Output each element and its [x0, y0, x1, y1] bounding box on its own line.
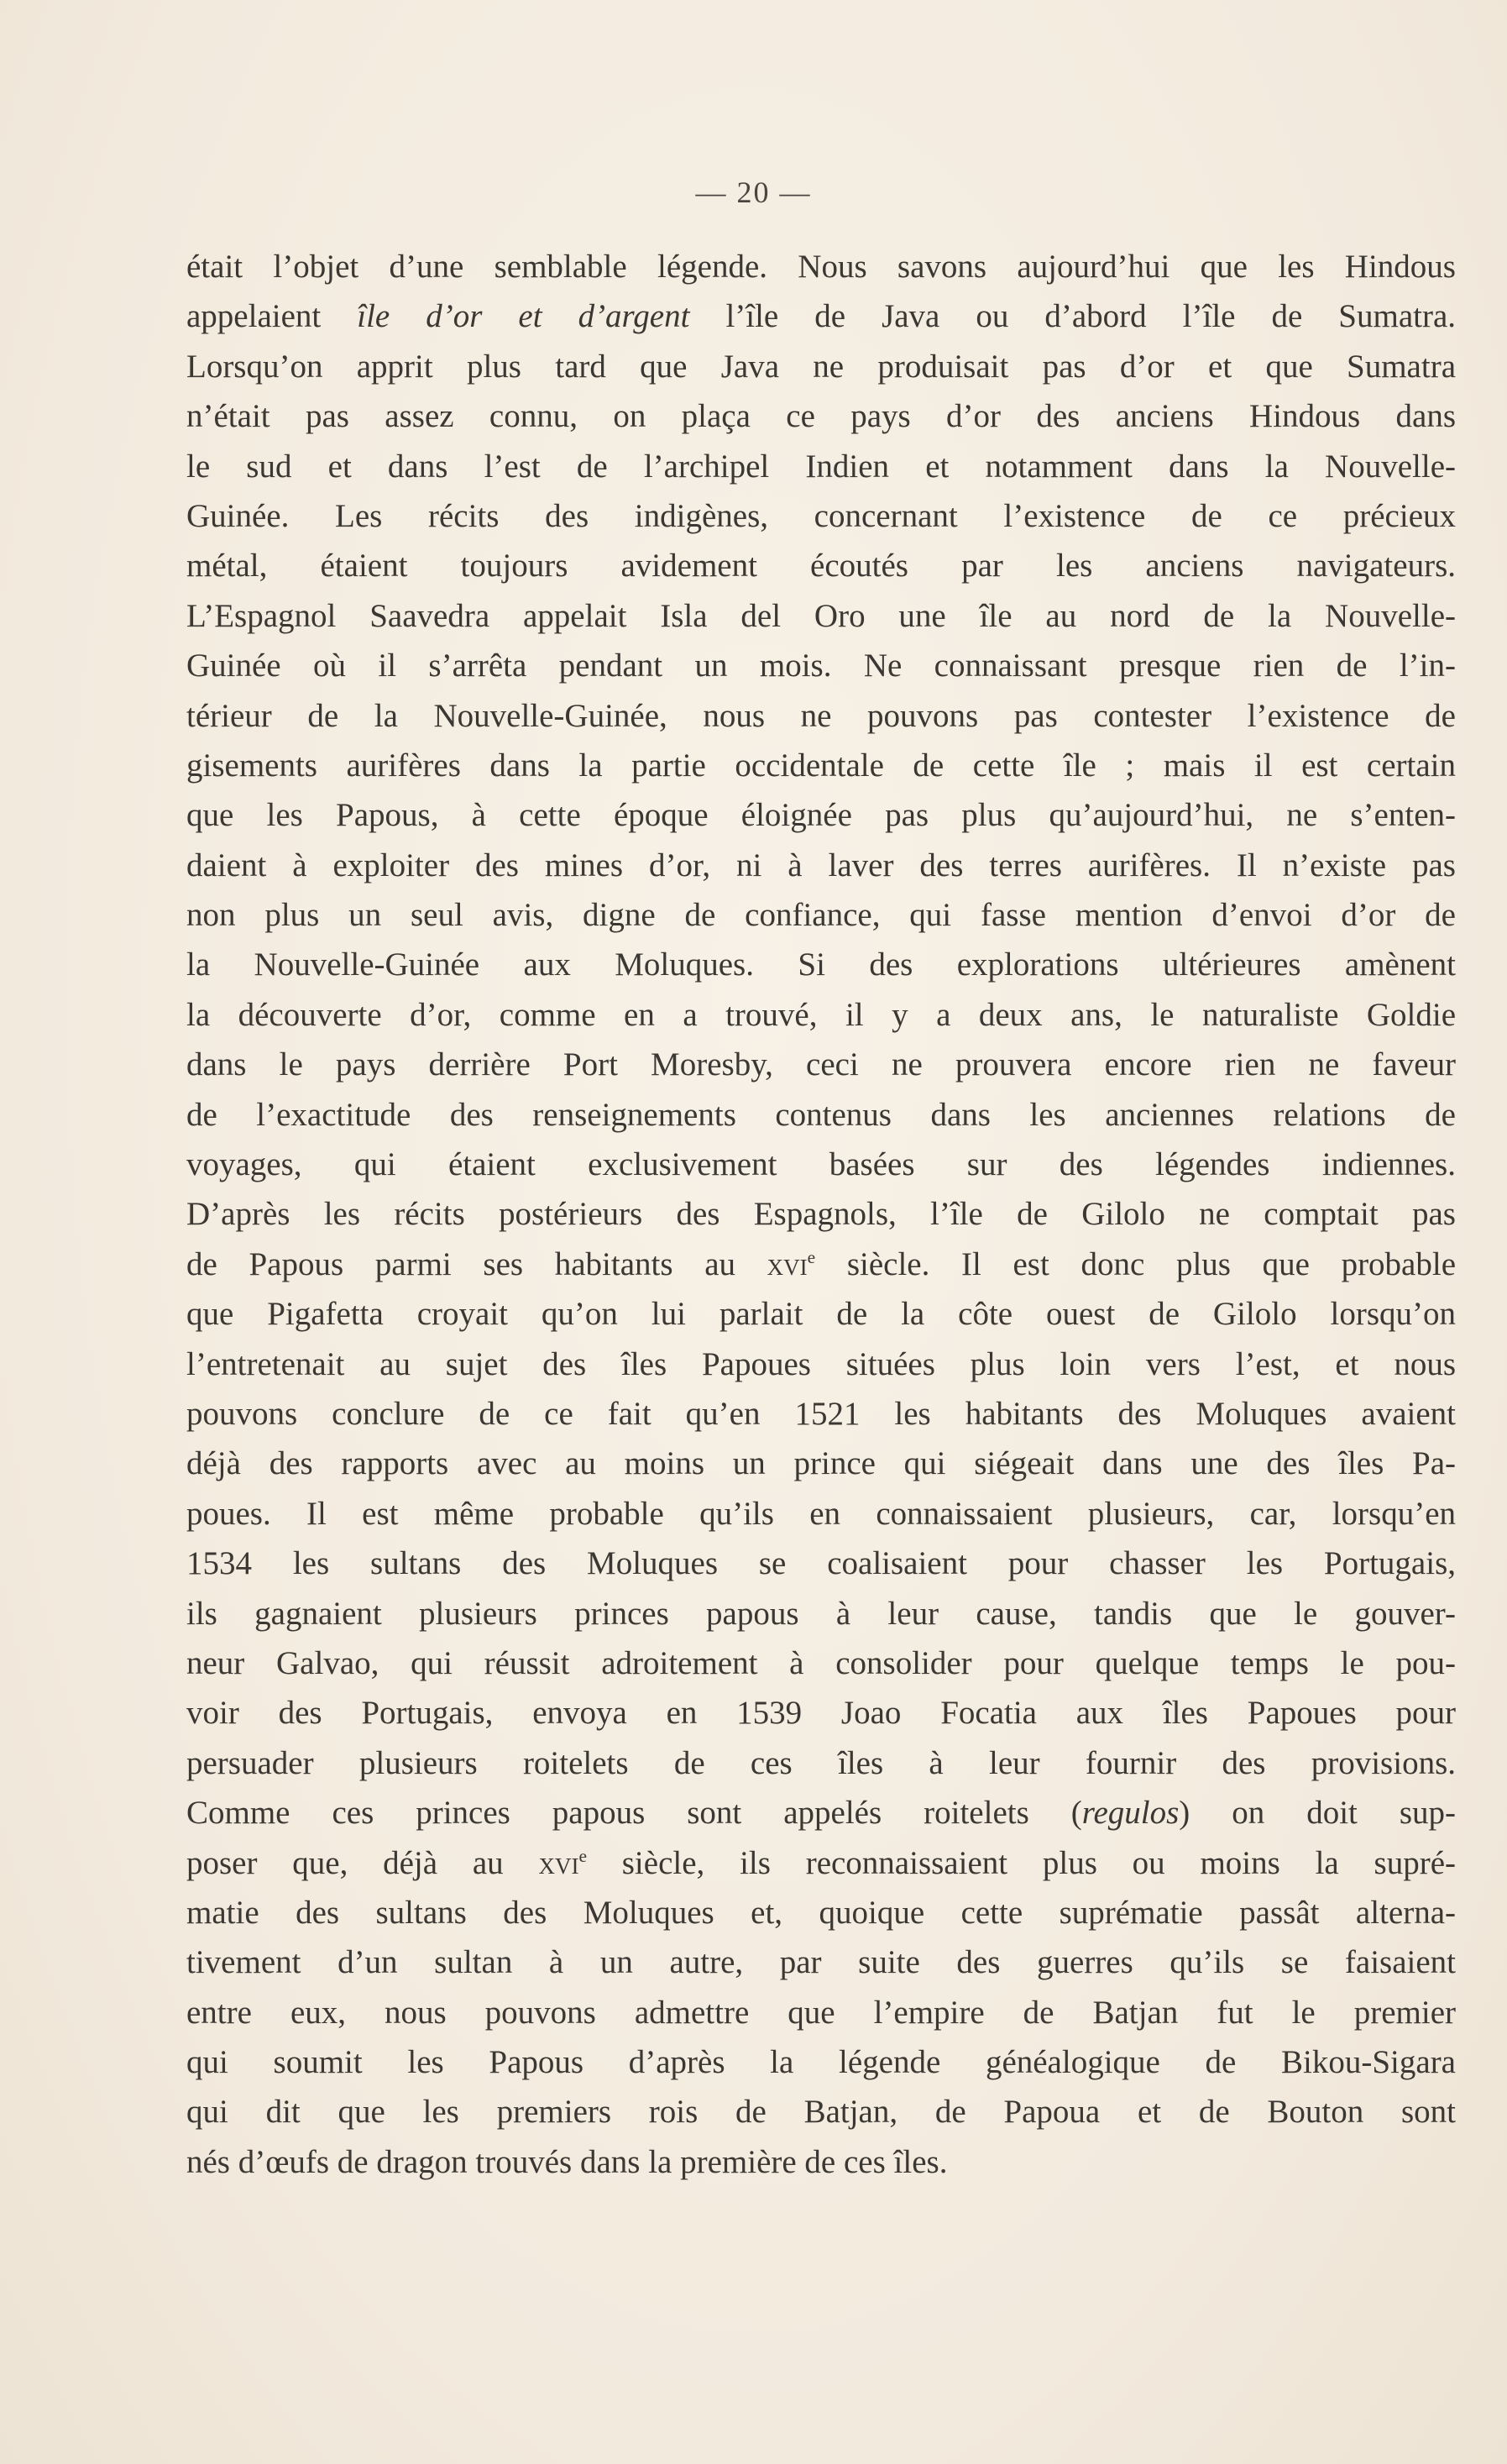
text-segment: regulos: [1081, 1795, 1180, 1832]
text-segment: de l’exactitude des renseignements contenus dans les anciennes relations de: [186, 1096, 1456, 1133]
text-line: [186, 641, 1456, 690]
text-segment: pouvons conclure de ce fait qu’en 1521 les habitants des Moluques avaient: [186, 1395, 1456, 1432]
text-segment: qui dit que les premiers rois de Batjan, de Papoua et de Bouton sont: [186, 2094, 1456, 2131]
text-line: [186, 291, 1456, 341]
text-segment: Guinée. Les récits des indigènes, concernant l’existence de ce précieux: [186, 497, 1456, 534]
text-segment: siècle. Il est donc plus que probable: [815, 1245, 1457, 1282]
text-line: [186, 841, 1456, 890]
text-line: [186, 1090, 1456, 1140]
text-segment: xvi: [767, 1245, 808, 1282]
text-segment: de Papous parmi ses habitants au: [186, 1245, 767, 1282]
text-line: [186, 2137, 1456, 2187]
text-segment: non plus un seul avis, digne de confiance, qui fasse mention d’envoi d’or de: [186, 897, 1456, 934]
text-line: [186, 491, 1456, 541]
text-segment: Guinée où il s’arrêta pendant un mois. Ne connaissant presque rien de l’in-: [186, 647, 1456, 684]
text-segment: que les Papous, à cette époque éloignée pas plus qu’aujourd’hui, ne s’enten-: [186, 797, 1456, 834]
text-line: [186, 1788, 1456, 1838]
text-line: [186, 1240, 1456, 1289]
text-line: [186, 741, 1456, 790]
text-line: [186, 1888, 1456, 1937]
body-text: [186, 242, 1456, 2187]
text-line: [186, 990, 1456, 1040]
text-line: [186, 790, 1456, 840]
text-line: [186, 890, 1456, 940]
text-line: [186, 242, 1456, 291]
text-segment: siècle, ils reconnaissaient plus ou moins la supré-: [586, 1844, 1456, 1881]
text-line: [186, 1688, 1456, 1738]
text-segment: le sud et dans l’est de l’archipel Indien et notamment dans la Nouvelle-: [186, 448, 1456, 485]
text-line: [186, 1389, 1456, 1439]
text-segment: dans le pays derrière Port Moresby, ceci ne prouvera encore rien ne faveur: [186, 1046, 1456, 1083]
text-line: [186, 1339, 1456, 1389]
text-segment: la découverte d’or, comme en a trouvé, il y a deux ans, le naturaliste Goldie: [186, 996, 1456, 1033]
text-line: [186, 1140, 1456, 1189]
text-segment: matie des sultans des Moluques et, quoique cette suprématie passât alterna-: [186, 1894, 1456, 1931]
text-segment: appelaient: [186, 298, 358, 335]
text-segment: xvi: [538, 1844, 579, 1881]
text-segment: gisements aurifères dans la partie occidentale de cette île ; mais il est certain: [186, 747, 1456, 784]
text-segment: e: [578, 1845, 587, 1866]
text-line: [186, 1589, 1456, 1638]
text-segment: Lorsqu’on apprit plus tard que Java ne produisait pas d’or et que Sumatra: [186, 348, 1456, 385]
text-line: [186, 940, 1456, 989]
text-line: [186, 1439, 1456, 1488]
text-segment: l’île de Java ou d’abord l’île de Sumatra.: [689, 298, 1457, 335]
text-line: [186, 1738, 1456, 1788]
page-number: — 20 —: [695, 176, 812, 209]
text-line: [186, 1539, 1456, 1588]
text-line: [186, 591, 1456, 641]
text-line: [186, 1040, 1456, 1089]
text-line: [186, 2037, 1456, 2087]
text-line: [186, 1489, 1456, 1539]
text-segment: que Pigafetta croyait qu’on lui parlait de la côte ouest de Gilolo lorsqu’on: [186, 1296, 1456, 1333]
text-segment: térieur de la Nouvelle-Guinée, nous ne pouvons pas contester l’existence de: [186, 697, 1456, 734]
text-line: [186, 1189, 1456, 1239]
text-segment: daient à exploiter des mines d’or, ni à laver des terres aurifères. Il n’existe pas: [186, 847, 1456, 883]
text-line: [186, 541, 1456, 590]
text-line: [186, 1638, 1456, 1688]
text-segment: ils gagnaient plusieurs princes papous à leur cause, tandis que le gouver-: [186, 1595, 1456, 1632]
text-line: [186, 342, 1456, 391]
text-segment: île d’or et d’argent: [357, 298, 690, 335]
text-segment: métal, étaient toujours avidement écoutés par les anciens navigateurs.: [186, 548, 1456, 585]
text-segment: voir des Portugais, envoya en 1539 Joao Focatia aux îles Papoues pour: [186, 1695, 1456, 1732]
text-segment: neur Galvao, qui réussit adroitement à consolider pour quelque temps le pou-: [186, 1644, 1456, 1681]
text-segment: entre eux, nous pouvons admettre que l’empire de Batjan fut le premier: [186, 1994, 1456, 2031]
text-segment: 1534 les sultans des Moluques se coalisaient pour chasser les Portugais,: [186, 1545, 1456, 1582]
text-segment: ) on doit sup-: [1179, 1795, 1456, 1832]
text-segment: n’était pas assez connu, on plaça ce pays d’or des anciens Hindous dans: [186, 398, 1456, 435]
text-segment: L’Espagnol Saavedra appelait Isla del Oro une île au nord de la Nouvelle-: [186, 597, 1456, 634]
text-segment: était l’objet d’une semblable légende. Nous savons aujourd’hui que les Hindous: [186, 249, 1456, 285]
text-line: [186, 391, 1456, 441]
text-segment: D’après les récits postérieurs des Espagnols, l’île de Gilolo ne comptait pas: [186, 1196, 1456, 1233]
text-line: [186, 1289, 1456, 1339]
text-segment: déjà des rapports avec au moins un prince qui siégeait dans une des îles Pa-: [186, 1445, 1456, 1482]
text-line: [186, 1838, 1456, 1888]
text-segment: e: [807, 1246, 816, 1267]
text-segment: nés d’œufs de dragon trouvés dans la première de ces îles.: [186, 2143, 948, 2180]
text-segment: qui soumit les Papous d’après la légende généalogique de Bikou-Sigara: [186, 2044, 1456, 2081]
text-line: [186, 1988, 1456, 2037]
text-segment: voyages, qui étaient exclusivement basées sur des légendes indiennes.: [186, 1146, 1456, 1183]
text-segment: la Nouvelle-Guinée aux Moluques. Si des explorations ultérieures amènent: [186, 946, 1456, 983]
text-line: [186, 691, 1456, 741]
text-line: [186, 1937, 1456, 1987]
text-line: [186, 2087, 1456, 2136]
text-line: [186, 442, 1456, 491]
text-segment: persuader plusieurs roitelets de ces îles à leur fournir des provisions.: [186, 1744, 1456, 1781]
text-segment: l’entretenait au sujet des îles Papoues situées plus loin vers l’est, et nous: [186, 1345, 1456, 1382]
text-segment: poser que, déjà au: [186, 1844, 539, 1881]
text-segment: Comme ces princes papous sont appelés roitelets (: [186, 1795, 1082, 1832]
text-segment: tivement d’un sultan à un autre, par suite des guerres qu’ils se faisaient: [186, 1944, 1456, 1981]
text-segment: poues. Il est même probable qu’ils en connaissaient plusieurs, car, lorsqu’en: [186, 1495, 1456, 1532]
